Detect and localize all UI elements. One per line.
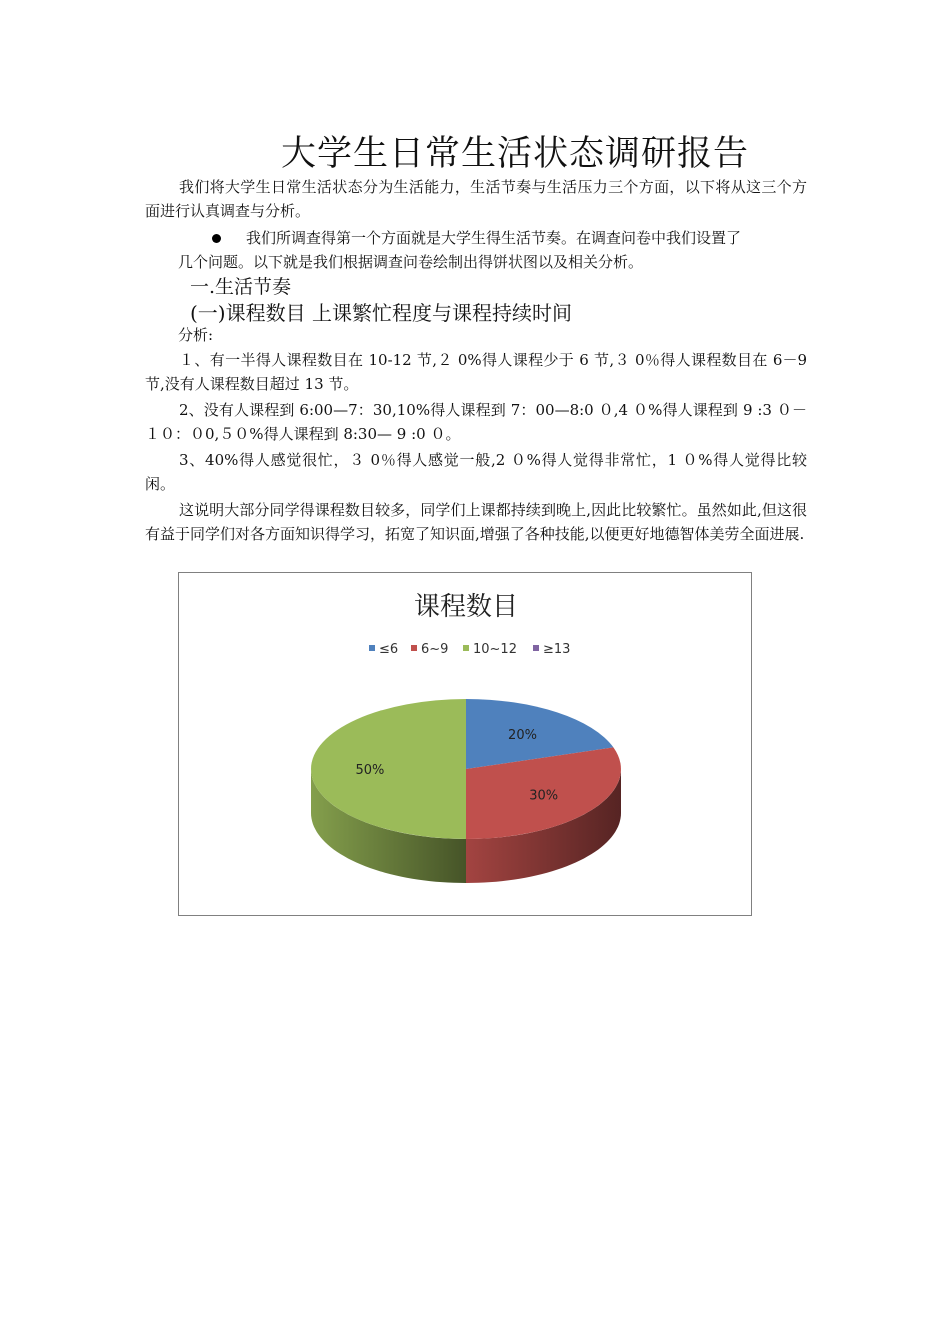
bullet-icon <box>212 234 221 243</box>
legend-swatch <box>463 645 469 651</box>
intro-paragraph: 我们将大学生日常生活状态分为生活能力，生活节奏与生活压力三个方面，以下将从这三个方面进行认真调查与分析。 <box>145 178 807 220</box>
legend-swatch <box>411 645 417 651</box>
legend-label: ≤6 <box>379 642 399 657</box>
legend-item <box>369 642 398 657</box>
pie-chart <box>178 572 752 916</box>
section-heading: 一.生活节奏 <box>190 276 292 298</box>
legend-item <box>463 642 517 657</box>
pie-chart-svg <box>179 573 753 917</box>
subsection-heading: (一)课程数目 上课繁忙程度与课程持续时间 <box>190 301 572 325</box>
analysis-label: 分析: <box>178 326 214 344</box>
legend-item <box>411 642 448 657</box>
legend-swatch <box>369 645 375 651</box>
data-label: 50% <box>355 763 385 778</box>
legend-swatch <box>533 645 539 651</box>
legend-label: 6~9 <box>421 642 449 657</box>
legend-label: ≥13 <box>543 642 571 657</box>
document-title: 大学生日常生活状态调研报告 <box>280 134 749 174</box>
legend-item <box>533 642 570 657</box>
conclusion-paragraph: 这说明大部分同学得课程数目较多，同学们上课都持续到晚上,因此比较繁忙。虽然如此,但这很有益于同学们对各方面知识得学习，拓宽了知识面,增强了各种技能,以便更好地德智体美劳全面进展. <box>145 501 807 543</box>
bullet-text-line2: 几个问题。以下就是我们根据调查问卷绘制出得饼状图以及相关分析。 <box>178 253 644 271</box>
analysis-point-3: 3、40%得人感觉很忙，３ 0％得人感觉一般,2 ０%得人觉得非常忙，1 ０%得人觉得比较闲。 <box>145 451 807 493</box>
bullet-item <box>178 226 808 274</box>
data-label: 30% <box>529 788 559 804</box>
analysis-point-2: 2、没有人课程到 6:00—7：30,10%得人课程到 7：00—8:0 ０,4 ０%得人课程到 9 :3 ０－１０：０0,５０%得人课程到 8:30— 9 :0 ０。 <box>145 401 807 443</box>
data-label: 20% <box>508 727 537 743</box>
bullet-text-line1: 我们所调查得第一个方面就是大学生得生活节奏。在调查问卷中我们设置了 <box>246 229 742 247</box>
chart-title: 课程数目 <box>413 592 519 622</box>
legend-label: 10~12 <box>473 642 517 657</box>
analysis-point-1: １、有一半得人课程数目在 10-12 节,２ 0%得人课程少于 6 节,３ 0％得人课程数目在 6－9 节,没有人课程数目超过 13 节。 <box>145 351 807 393</box>
